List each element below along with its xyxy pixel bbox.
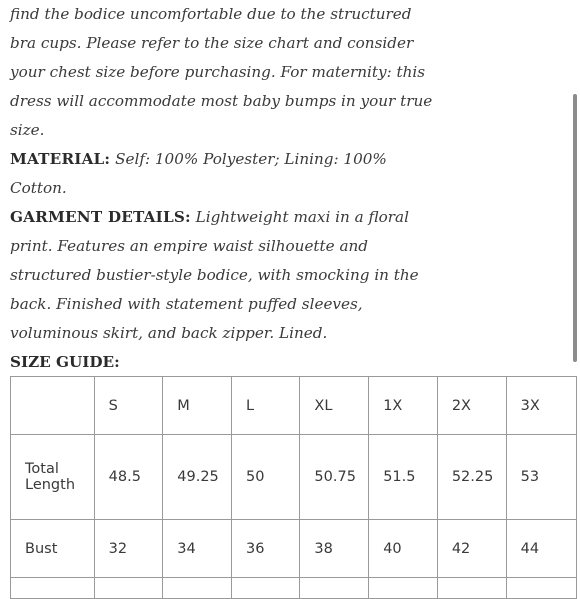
table-header-cell [11,377,95,435]
table-cell: 53 [506,435,576,520]
table-cell: 38 [300,520,369,578]
table-header-cell: 1X [369,377,438,435]
garment-details-label: GARMENT DETAILS: [10,208,191,226]
table-cell [94,578,163,599]
desc-line: find the bodice uncomfortable due to the structured [10,5,412,23]
table-cell: 36 [232,520,300,578]
size-chart-table [10,376,577,599]
scrollbar[interactable] [573,94,577,362]
table-cell [437,578,506,599]
table-cell: 49.25 [163,435,232,520]
table-cell [369,578,438,599]
table-cell [11,578,95,599]
desc-line: your chest size before purchasing. For maternity: this [10,63,426,81]
table-cell: 34 [163,520,232,578]
table-row-partial [11,578,577,599]
desc-line: size. [10,121,45,139]
garment-text: Lightweight maxi in a floral [190,208,409,226]
table-header-row [11,377,577,435]
material-section [10,145,570,203]
garment-text: print. Features an empire waist silhouette and [10,237,369,255]
table-header-cell: M [163,377,232,435]
product-description [10,0,570,377]
table-header-cell: 2X [437,377,506,435]
table-header-cell: S [94,377,163,435]
description-text [10,0,570,145]
garment-text: voluminous skirt, and back zipper. Lined. [10,324,328,342]
table-cell: 51.5 [369,435,438,520]
table-cell [506,578,576,599]
table-cell [232,578,300,599]
row-label: Bust [11,520,95,578]
table-row [11,435,577,520]
table-cell: 40 [369,520,438,578]
table-cell [163,578,232,599]
table-cell: 52.25 [437,435,506,520]
material-text: Cotton. [10,179,67,197]
table-cell: 32 [94,520,163,578]
table-header-cell: 3X [506,377,576,435]
table-cell: 42 [437,520,506,578]
row-label-line: Total [25,461,59,477]
table-row [11,520,577,578]
row-label [11,435,95,520]
material-label: MATERIAL: [10,150,111,168]
desc-line: bra cups. Please refer to the size chart and consider [10,34,414,52]
garment-details-section [10,203,570,348]
table-header-cell: L [232,377,300,435]
table-header-cell: XL [300,377,369,435]
table-cell: 44 [506,520,576,578]
table-cell: 48.5 [94,435,163,520]
table-cell: 50 [232,435,300,520]
size-guide-title: SIZE GUIDE: [10,353,120,371]
garment-text: structured bustier-style bodice, with smocking in the [10,266,419,284]
desc-line: dress will accommodate most baby bumps in your true [10,92,433,110]
garment-text: back. Finished with statement puffed sleeves, [10,295,363,313]
table-cell [300,578,369,599]
row-label-line: Length [25,477,76,493]
material-text: Self: 100% Polyester; Lining: 100% [110,150,387,168]
table-cell: 50.75 [300,435,369,520]
